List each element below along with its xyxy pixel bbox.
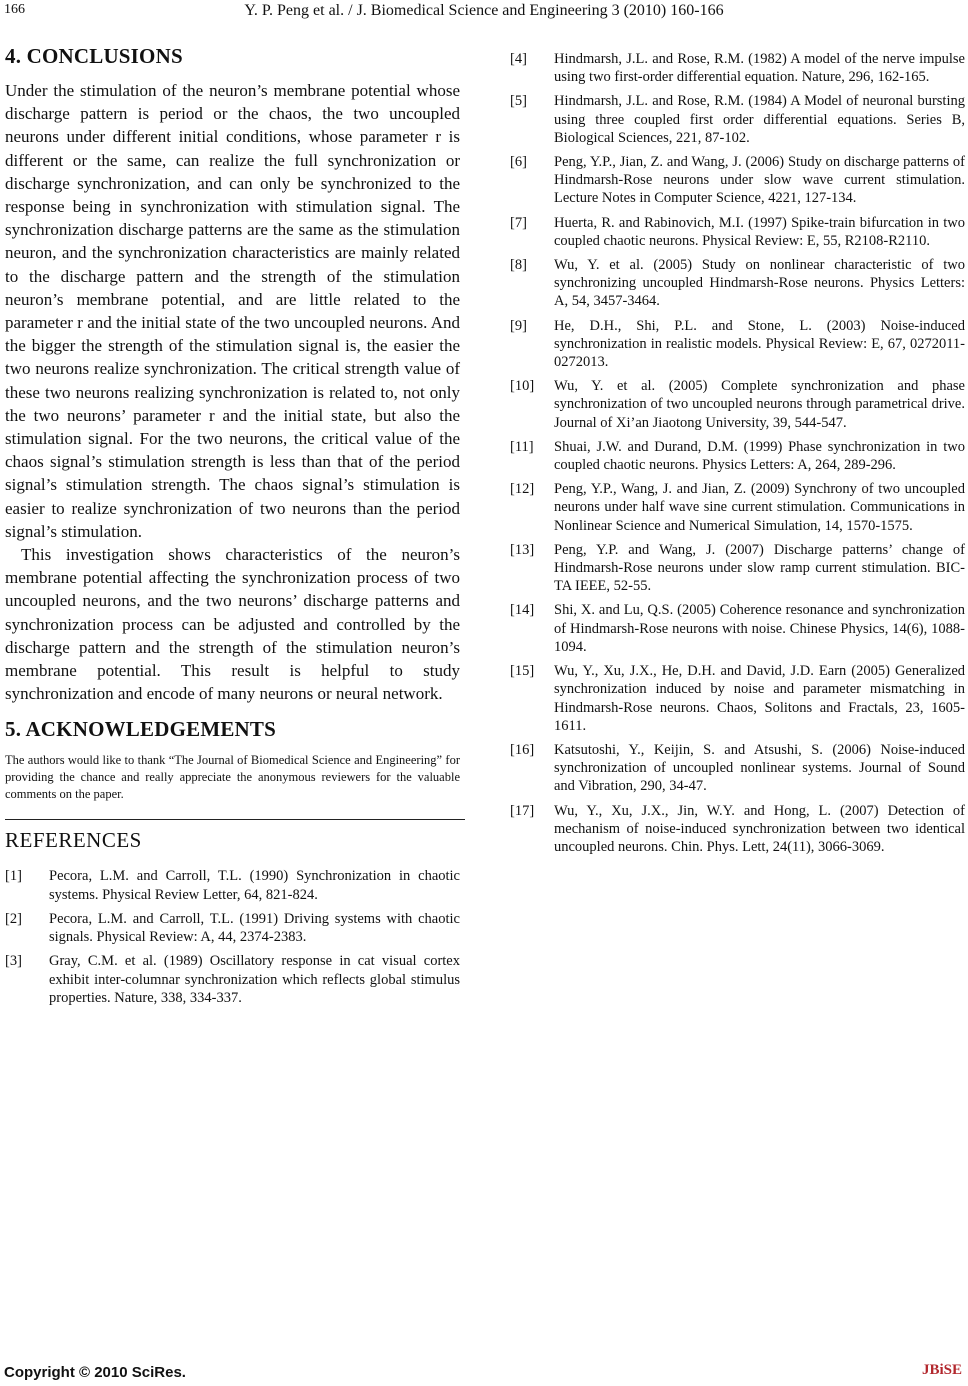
reference-item xyxy=(5,952,460,1007)
reference-number: [6] xyxy=(510,154,527,171)
reference-item xyxy=(5,867,460,903)
reference-text: Hindmarsh, J.L. and Rose, R.M. (1984) A Model of neuronal bursting using three coupled first order differential equations. Series B, Biological Sciences, 221, 87-102. xyxy=(554,93,965,146)
reference-item xyxy=(5,910,460,946)
reference-text: Peng, Y.P., Jian, Z. and Wang, J. (2006) Study on discharge patterns of Hindmarsh-Rose neurons under slow wave current stimulation. Lecture Notes in Computer Science, 4221, 127-134. xyxy=(554,154,965,207)
reference-item xyxy=(510,480,965,535)
references-heading: REFERENCES xyxy=(5,828,142,853)
reference-text: Huerta, R. and Rabinovich, M.I. (1997) Spike-train bifurcation in two coupled chaotic neurons. Physical Review: E, 55, R2108-R2110. xyxy=(554,214,965,249)
reference-item xyxy=(510,662,965,735)
reference-text: Peng, Y.P. and Wang, J. (2007) Discharge patterns’ change of Hindmarsh-Rose neurons under slow ramp current stimulation. BIC-TA IEEE, 52-55. xyxy=(554,541,965,595)
reference-number: [3] xyxy=(5,953,22,970)
reference-text: Shi, X. and Lu, Q.S. (2005) Coherence resonance and synchronization of Hindmarsh-Rose neurons with noise. Chinese Physics, 14(6), 1088-1094. xyxy=(554,602,965,655)
reference-item xyxy=(510,541,965,596)
reference-number: [13] xyxy=(510,541,535,558)
reference-item xyxy=(510,802,965,857)
reference-item xyxy=(510,317,965,372)
reference-number: [8] xyxy=(510,257,527,274)
conclusions-paragraph-2: This investigation shows characteristics of the neuron’s membrane potential affecting the synchronization process of two uncoupled neurons, and the two neurons’ discharge patterns and synchronization process can be adjusted and controlled by the discharge pattern and the strength of the stimulation neuron’s membrane potential. This result is helpful to study synchronization and encode of many neurons or neural network. xyxy=(5,545,460,704)
reference-number: [2] xyxy=(5,910,22,927)
reference-number: [15] xyxy=(510,663,535,680)
reference-number: [11] xyxy=(510,438,534,455)
reference-item xyxy=(510,92,965,147)
reference-item xyxy=(510,256,965,311)
reference-number: [10] xyxy=(510,378,535,395)
reference-text: Gray, C.M. et al. (1989) Oscillatory response in cat visual cortex exhibit inter-columnar synchronization which reflects global stimulus properties. Nature, 338, 334-337. xyxy=(49,953,460,1006)
reference-text: Peng, Y.P., Wang, J. and Jian, Z. (2009) Synchrony of two uncoupled neurons under half wave sine current stimulation. Communications in Nonlinear Science and Numerical Simulation, 14, 1570-1575. xyxy=(554,481,965,534)
reference-number: [14] xyxy=(510,602,535,619)
reference-item xyxy=(510,153,965,208)
reference-number: [16] xyxy=(510,741,535,758)
reference-item xyxy=(510,438,965,474)
reference-text: He, D.H., Shi, P.L. and Stone, L. (2003) Noise-induced synchronization in realistic models. Physical Review: E, 67, 0272011-0272013. xyxy=(554,317,965,371)
reference-item xyxy=(510,601,965,656)
references-list-right xyxy=(510,50,965,856)
reference-item xyxy=(510,377,965,432)
conclusions-heading: 4. CONCLUSIONS xyxy=(5,44,183,68)
running-head: Y. P. Peng et al. / J. Biomedical Science and Engineering 3 (2010) 160-166 xyxy=(244,2,724,19)
conclusions-paragraph-1: Under the stimulation of the neuron’s membrane potential whose discharge pattern is period or the chaos, the two uncoupled neurons under different initial conditions, whose parameter r is different or the same, can realize the full synchronization or discharge synchronization, and can only be synchronized to the response being in synchronization with stimulation signal. The synchronization discharge patterns are the same as the stimulation neuron, and the synchronization characteristics are mainly related to the discharge pattern and the strength of the stimulation neuron’s membrane potential, and are little related to the parameter r and the initial state of the two uncoupled neurons. And the bigger the strength of the stimulation signal is, the easier the two neurons realize synchronization. The critical strength value of these two neurons realizing synchronization is related to, not only the two neurons’ parameter r and the initial state, but also the stimulation signal. For the two neurons, the critical value of the chaos signal’s stimulation strength is less than that of the period signal’s stimulation strength. The chaos signal’s stimulation is easier to realize synchronization of two neurons than the period signal’s stimulation. xyxy=(5,81,460,541)
reference-text: Wu, Y. et al. (2005) Complete synchronization and phase synchronization of two uncoupled neurons through parametrical drive. Journal of Xi’an Jiaotong University, 39, 544-547. xyxy=(554,378,965,431)
copyright-notice: Copyright © 2010 SciRes. xyxy=(4,1364,186,1381)
reference-number: [17] xyxy=(510,802,535,819)
acknowledgements-text: The authors would like to thank “The Journal of Biomedical Science and Engineering” for providing the chance and really appreciate the anonymous reviewers for the valuable comments on the paper. xyxy=(5,753,460,802)
right-column xyxy=(510,50,965,862)
acknowledgements-heading: 5. ACKNOWLEDGEMENTS xyxy=(5,717,277,742)
section-divider xyxy=(5,819,465,820)
reference-item xyxy=(510,741,965,796)
reference-number: [9] xyxy=(510,317,527,334)
reference-text: Pecora, L.M. and Carroll, T.L. (1991) Driving systems with chaotic signals. Physical Review: A, 44, 2374-2383. xyxy=(49,910,460,946)
reference-number: [12] xyxy=(510,481,535,498)
reference-number: [5] xyxy=(510,93,527,110)
reference-text: Wu, Y., Xu, J.X., He, D.H. and David, J.D. Earn (2005) Generalized synchronization induced by noise and parameter mismatching in Hindmarsh-Rose neurons. Chaos, Solitons and Fractals, 23, 1605-1611. xyxy=(554,663,965,734)
reference-number: [4] xyxy=(510,51,527,67)
reference-text: Pecora, L.M. and Carroll, T.L. (1990) Synchronization in chaotic systems. Physical Review Letter, 64, 821-824. xyxy=(49,868,460,903)
reference-text: Wu, Y. et al. (2005) Study on nonlinear characteristic of two synchronizing uncoupled Hindmarsh-Rose neurons. Physics Letters: A, 54, 3457-3464. xyxy=(554,257,965,310)
reference-number: [1] xyxy=(5,868,22,885)
reference-text: Wu, Y., Xu, J.X., Jin, W.Y. and Hong, L. (2007) Detection of mechanism of noise-induced synchronization between two identical uncoupled neurons. Chin. Phys. Lett, 24(11), 3066-3069. xyxy=(554,802,965,855)
journal-mark: JBiSE xyxy=(921,1362,962,1378)
page-number: 166 xyxy=(4,2,25,17)
reference-item xyxy=(510,50,965,86)
reference-item xyxy=(510,214,965,250)
references-list-left xyxy=(5,867,460,1006)
left-column xyxy=(5,44,460,1013)
reference-text: Hindmarsh, J.L. and Rose, R.M. (1982) A model of the nerve impulse using two first-order differential equation. Nature, 296, 162-165. xyxy=(554,51,965,86)
reference-text: Shuai, J.W. and Durand, D.M. (1999) Phase synchronization in two coupled chaotic neurons. Physics Letters: A, 264, 289-296. xyxy=(554,438,965,474)
reference-number: [7] xyxy=(510,214,527,231)
reference-text: Katsutoshi, Y., Keijin, S. and Atsushi, S. (2006) Noise-induced synchronization of uncoupled nonlinear systems. Journal of Sound and Vibration, 290, 34-47. xyxy=(554,741,965,795)
